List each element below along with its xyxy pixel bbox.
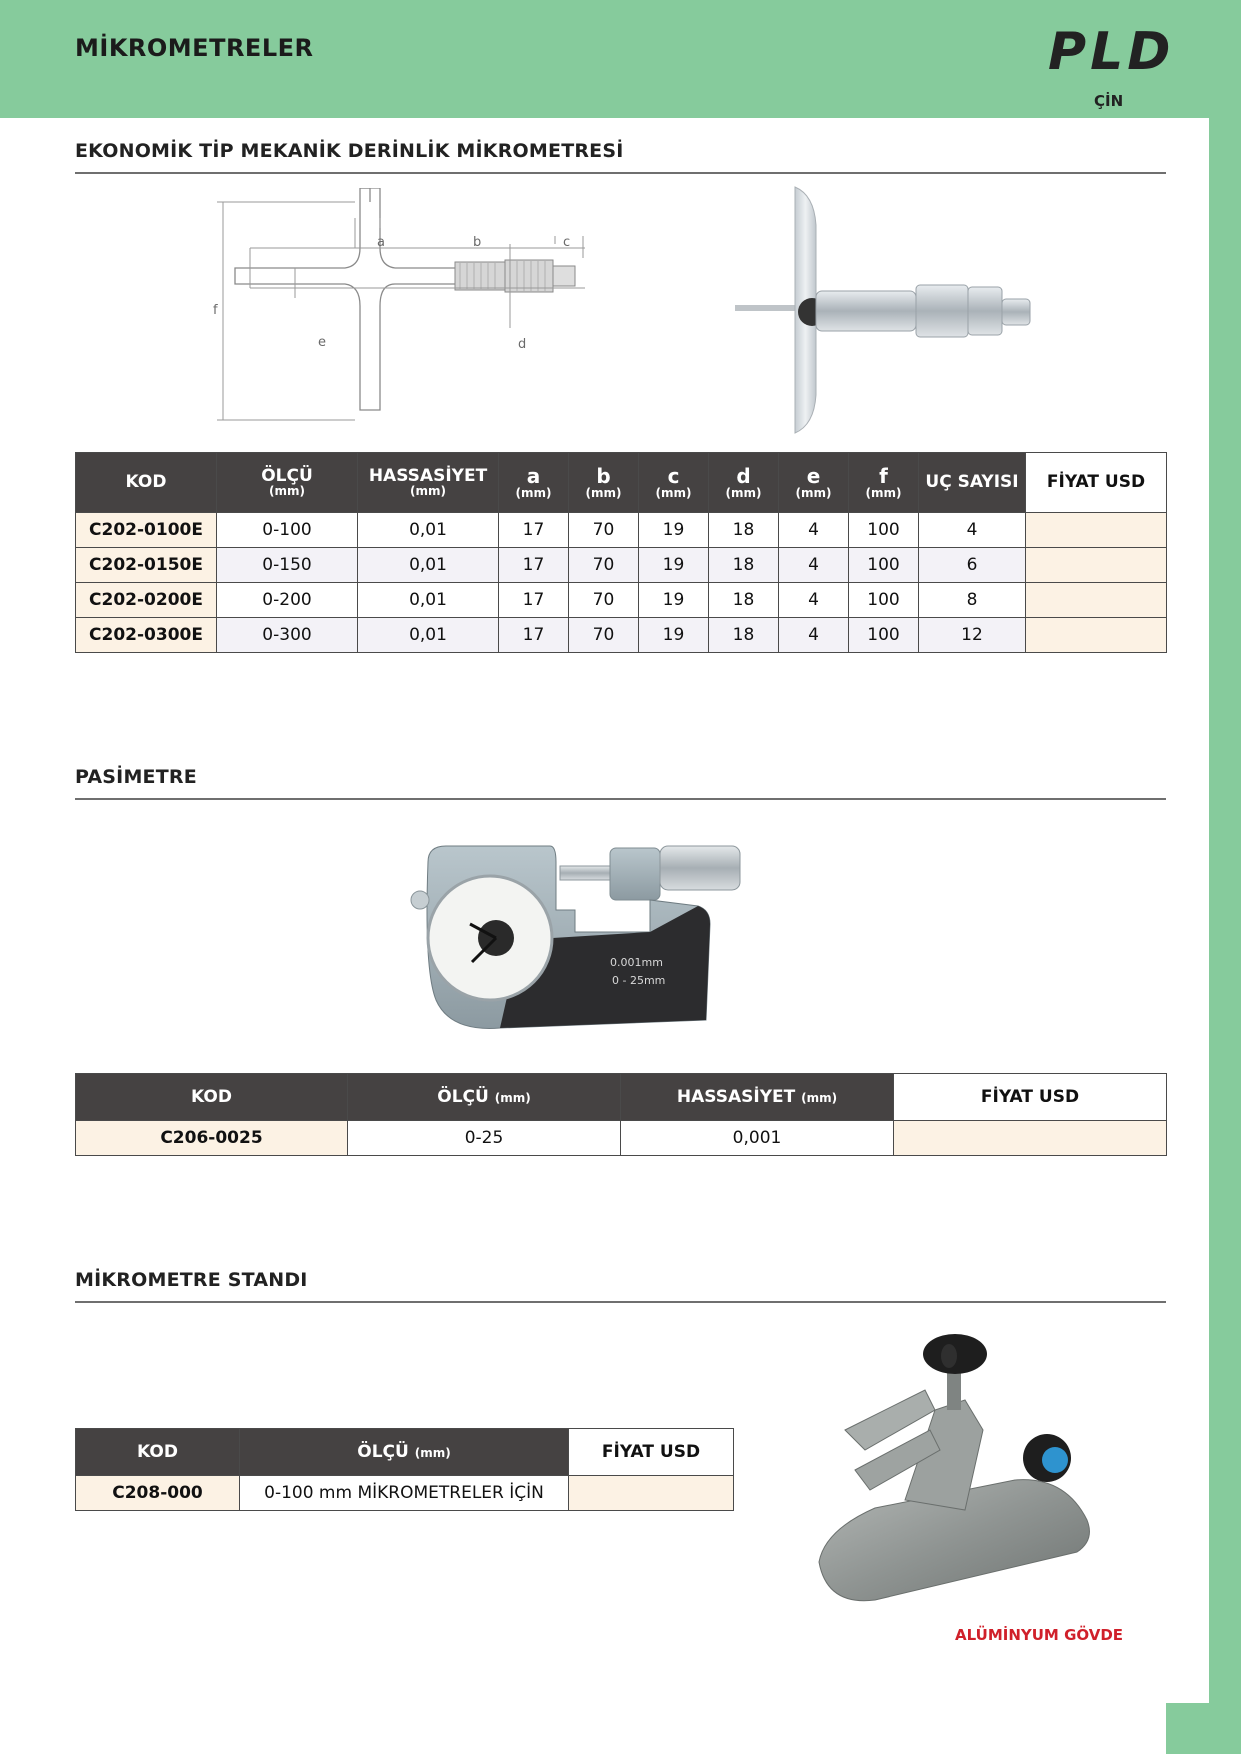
cell-kod: C206-0025 [76, 1121, 348, 1156]
cell-b: 70 [569, 618, 639, 653]
col-a: a (mm) [499, 453, 569, 513]
section-rule [75, 798, 1166, 800]
cell-a: 17 [499, 513, 569, 548]
corner-block [1166, 1703, 1241, 1754]
section-rule [75, 172, 1166, 174]
col-kod: KOD [76, 1429, 240, 1476]
cell-hassasiyet: 0,01 [358, 583, 499, 618]
dial-text-range: 0 - 25mm [612, 974, 666, 987]
cell-e: 4 [779, 618, 849, 653]
cell-e: 4 [779, 548, 849, 583]
cell-d: 18 [709, 583, 779, 618]
cell-e: 4 [779, 583, 849, 618]
brand-logo: PLD [1048, 22, 1175, 82]
table-row [76, 513, 1167, 548]
col-hassasiyet: HASSASİYET (mm) [358, 453, 499, 513]
cell-fiyat [1026, 548, 1167, 583]
cell-hassasiyet: 0,001 [621, 1121, 894, 1156]
col-f: f (mm) [849, 453, 919, 513]
cell-uc: 4 [919, 513, 1026, 548]
cell-d: 18 [709, 548, 779, 583]
cell-olcu: 0-100 [217, 513, 358, 548]
cell-fiyat [894, 1121, 1167, 1156]
cell-f: 100 [849, 583, 919, 618]
table-row [76, 583, 1167, 618]
col-kod: KOD [76, 453, 217, 513]
table-row [76, 1476, 734, 1511]
section-rule [75, 1301, 1166, 1303]
col-fiyat: FİYAT USD [894, 1074, 1167, 1121]
cell-kod: C202-0150E [76, 548, 217, 583]
cell-uc: 8 [919, 583, 1026, 618]
cell-e: 4 [779, 513, 849, 548]
col-fiyat: FİYAT USD [1026, 453, 1167, 513]
cell-b: 70 [569, 583, 639, 618]
cell-a: 17 [499, 618, 569, 653]
depth-micrometer-table [75, 452, 1167, 653]
col-e: e (mm) [779, 453, 849, 513]
dim-label-a: a [377, 235, 385, 250]
cell-f: 100 [849, 548, 919, 583]
cell-fiyat [1026, 513, 1167, 548]
col-kod: KOD [76, 1074, 348, 1121]
micrometer-stand-table [75, 1428, 734, 1511]
cell-uc: 6 [919, 548, 1026, 583]
cell-hassasiyet: 0,01 [358, 513, 499, 548]
col-d: d (mm) [709, 453, 779, 513]
cell-a: 17 [499, 548, 569, 583]
cell-c: 19 [639, 583, 709, 618]
depth-micrometer-photo [730, 185, 1050, 435]
dim-label-b: b [473, 235, 482, 250]
section-title-pasimetre: PASİMETRE [75, 766, 197, 788]
cell-kod: C202-0100E [76, 513, 217, 548]
col-olcu: ÖLÇÜ (mm) [348, 1074, 621, 1121]
cell-fiyat [1026, 583, 1167, 618]
material-caption: ALÜMİNYUM GÖVDE [955, 1626, 1124, 1644]
col-b: b (mm) [569, 453, 639, 513]
cell-c: 19 [639, 618, 709, 653]
cell-f: 100 [849, 513, 919, 548]
cell-kod: C202-0300E [76, 618, 217, 653]
section-title-depth-micrometer: EKONOMİK TİP MEKANİK DERİNLİK MİKROMETRESİ [75, 140, 624, 162]
brand-country: ÇİN [1094, 92, 1124, 110]
col-uc-sayisi: UÇ SAYISI [919, 453, 1026, 513]
cell-olcu: 0-200 [217, 583, 358, 618]
cell-kod: C202-0200E [76, 583, 217, 618]
cell-b: 70 [569, 513, 639, 548]
dial-text-resolution: 0.001mm [610, 956, 663, 969]
col-olcu: ÖLÇÜ (mm) [240, 1429, 569, 1476]
dim-label-d: d [518, 337, 527, 352]
cell-fiyat [569, 1476, 734, 1511]
cell-c: 19 [639, 513, 709, 548]
dim-label-c: c [563, 235, 571, 250]
cell-olcu: 0-150 [217, 548, 358, 583]
col-c: c (mm) [639, 453, 709, 513]
cell-c: 19 [639, 548, 709, 583]
dim-label-f: f [213, 303, 218, 318]
cell-a: 17 [499, 583, 569, 618]
depth-micrometer-drawing [205, 188, 605, 428]
cell-hassasiyet: 0,01 [358, 618, 499, 653]
table-row [76, 1121, 1167, 1156]
cell-f: 100 [849, 618, 919, 653]
cell-olcu: 0-300 [217, 618, 358, 653]
col-olcu: ÖLÇÜ (mm) [217, 453, 358, 513]
table-row [76, 618, 1167, 653]
micrometer-stand-photo [815, 1330, 1095, 1606]
pasimetre-table [75, 1073, 1167, 1156]
cell-kod: C208-000 [76, 1476, 240, 1511]
cell-hassasiyet: 0,01 [358, 548, 499, 583]
cell-fiyat [1026, 618, 1167, 653]
col-fiyat: FİYAT USD [569, 1429, 734, 1476]
cell-d: 18 [709, 618, 779, 653]
col-hassasiyet: HASSASİYET (mm) [621, 1074, 894, 1121]
dim-label-e: e [318, 335, 326, 350]
cell-d: 18 [709, 513, 779, 548]
page-title: MİKROMETRELER [75, 34, 314, 62]
cell-olcu: 0-100 mm MİKROMETRELER İÇİN [240, 1476, 569, 1511]
table-row [76, 548, 1167, 583]
cell-b: 70 [569, 548, 639, 583]
right-edge-band [1209, 0, 1241, 1754]
cell-uc: 12 [919, 618, 1026, 653]
cell-olcu: 0-25 [348, 1121, 621, 1156]
pasimetre-photo [410, 840, 830, 1035]
section-title-micrometer-stand: MİKROMETRE STANDI [75, 1269, 308, 1291]
